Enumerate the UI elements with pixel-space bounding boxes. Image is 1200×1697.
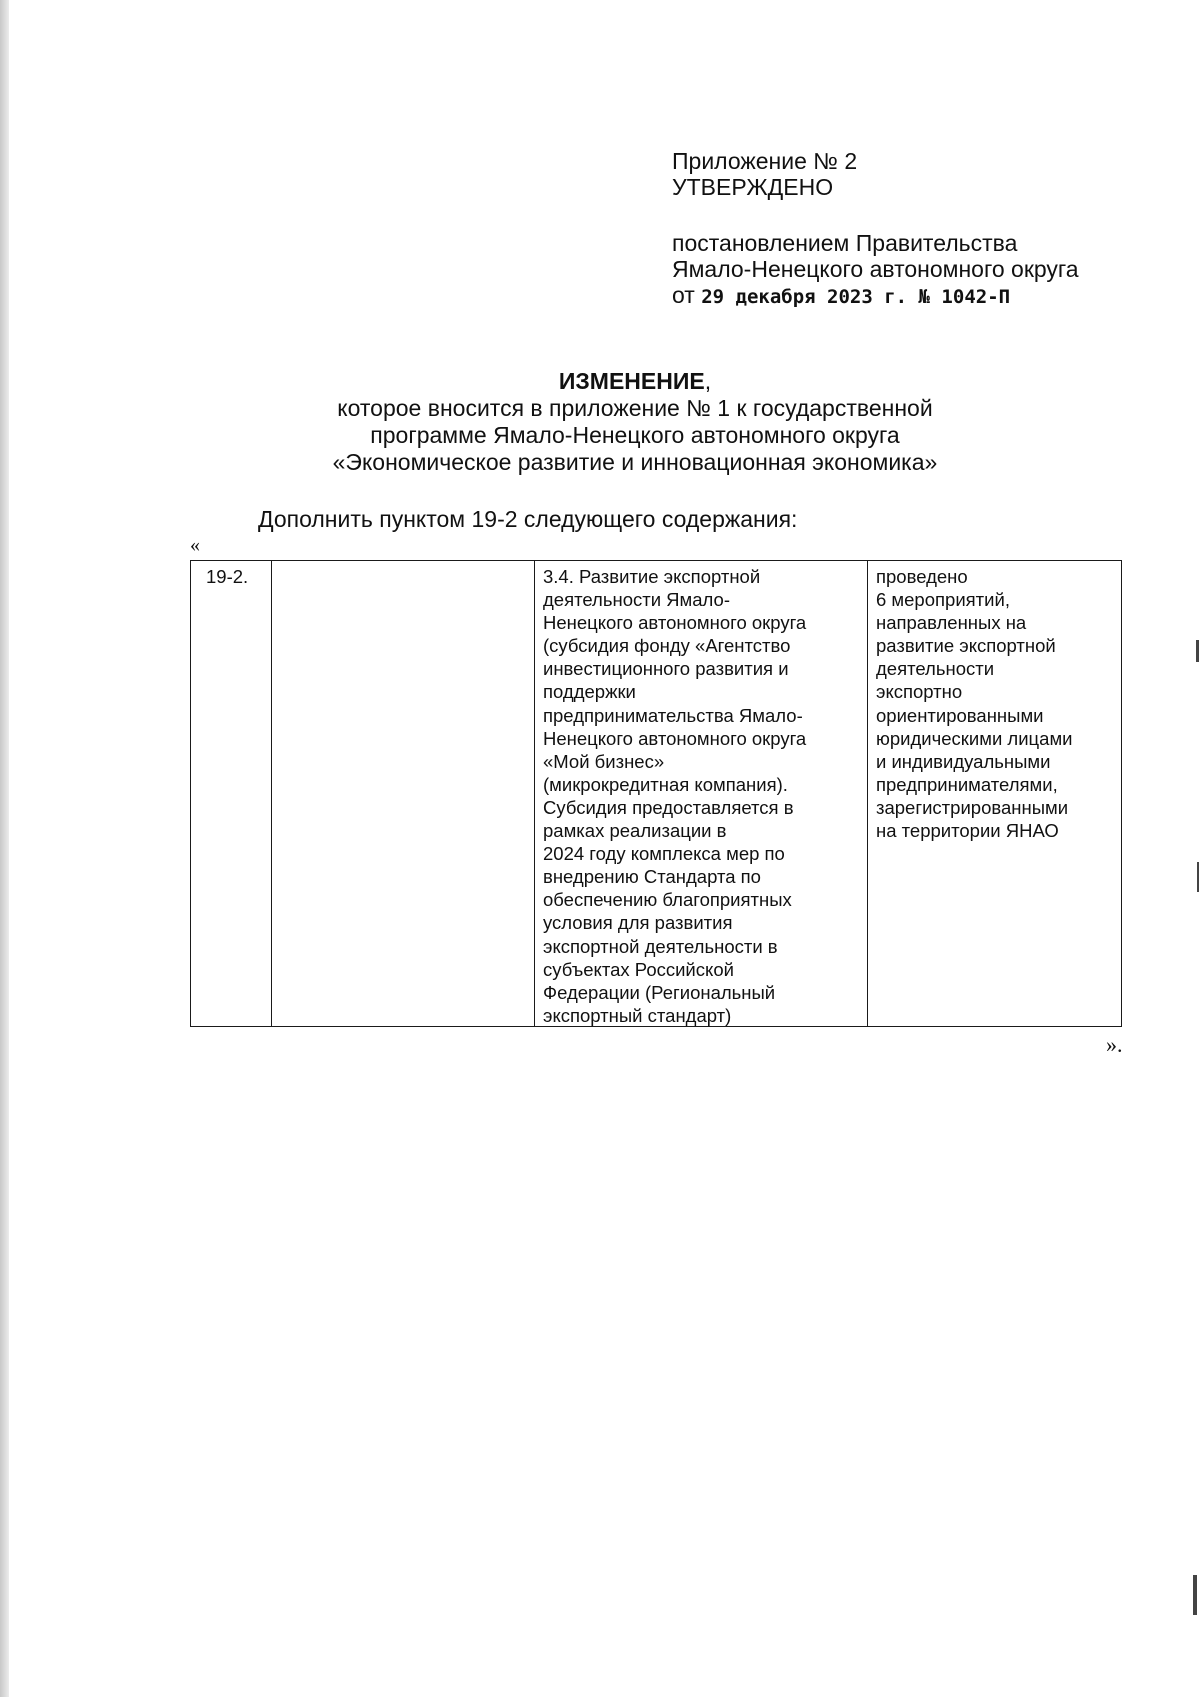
decree-date-number: 29 декабря 2023 г. № 1042-П <box>701 286 1011 308</box>
cell-text-line: предпринимательства Ямало- <box>543 704 803 726</box>
amendment-table <box>190 560 1122 1027</box>
scan-mark <box>1193 1575 1197 1615</box>
cell-text-line: инвестиционного развития и <box>543 658 789 680</box>
cell-text-line: деятельности <box>876 658 995 680</box>
approval-stamp: УТВЕРЖДЕНО <box>672 174 834 200</box>
approval-block <box>672 148 1079 310</box>
scan-mark <box>1197 862 1199 892</box>
scan-edge <box>0 0 9 1697</box>
cell-text-line: экспортной деятельности в <box>543 935 778 957</box>
document-heading <box>250 368 1020 476</box>
decree-date-line <box>672 282 1079 310</box>
cell-text-line: внедрению Стандарта по <box>543 866 761 888</box>
cell-text-line: субъектах Российской <box>543 958 734 980</box>
cell-text-line: юридическими лицами <box>876 727 1073 749</box>
cell-text-line: развитие экспортной <box>876 635 1056 657</box>
cell-text-line: и индивидуальными <box>876 750 1051 772</box>
cell-text-line: поддержки <box>543 681 636 703</box>
cell-text-line: обеспечению благоприятных <box>543 889 792 911</box>
heading-line: которое вносится в приложение № 1 к государственной <box>337 395 933 421</box>
event-lines <box>543 565 867 1027</box>
lead-paragraph: Дополнить пунктом 19-2 следующего содержания: <box>258 506 798 532</box>
heading-title: ИЗМЕНЕНИЕ <box>558 368 705 394</box>
cell-text-line: направленных на <box>876 612 1027 634</box>
closing-quote: ». <box>1106 1032 1123 1057</box>
cell-text-line: рамках реализации в <box>543 820 727 842</box>
cell-text-line: экспортный стандарт) <box>543 1004 732 1026</box>
table-cell-number: 19-2. <box>206 566 249 587</box>
cell-text-line: зарегистрированными <box>876 796 1069 818</box>
cell-text-line: экспортно <box>876 681 963 703</box>
cell-text-line: Субсидия предоставляется в <box>543 796 794 818</box>
cell-text-line: 6 мероприятий, <box>876 589 1010 611</box>
appendix-number: Приложение № 2 <box>672 148 858 174</box>
table-cell-result <box>867 561 1121 1026</box>
cell-text-line: условия для развития <box>543 912 733 934</box>
cell-text-line: деятельности Ямало- <box>543 589 730 611</box>
cell-text-line: на территории ЯНАО <box>876 820 1059 842</box>
heading-line: программе Ямало-Ненецкого автономного округа <box>370 422 900 448</box>
cell-text-line: (микрокредитная компания). <box>543 773 788 795</box>
decree-line: постановлением Правительства <box>672 230 1018 256</box>
cell-text-line: Федерации (Региональный <box>543 981 776 1003</box>
scan-mark <box>1196 640 1199 662</box>
table-cell-empty <box>271 561 534 1026</box>
heading-title-line <box>250 368 1020 395</box>
cell-text-line: 3.4. Развитие экспортной <box>543 566 761 587</box>
date-prefix: от <box>672 282 695 308</box>
cell-text-line: Ненецкого автономного округа <box>543 612 807 634</box>
cell-text-line: Ненецкого автономного округа <box>543 727 807 749</box>
result-lines <box>876 565 1121 842</box>
cell-text-line: 2024 году комплекса мер по <box>543 843 785 865</box>
decree-line: Ямало-Ненецкого автономного округа <box>672 256 1079 282</box>
cell-text-line: (субсидия фонду «Агентство <box>543 635 791 657</box>
cell-text-line: «Мой бизнес» <box>543 750 665 772</box>
heading-line: «Экономическое развитие и инновационная экономика» <box>332 449 938 475</box>
cell-text-line: ориентированными <box>876 704 1044 726</box>
heading-title-comma: , <box>704 368 712 394</box>
opening-quote: « <box>190 534 200 556</box>
table-cell-event <box>534 561 867 1026</box>
cell-text-line: проведено <box>876 566 968 587</box>
cell-text-line: предпринимателями, <box>876 773 1058 795</box>
spacer <box>672 200 1079 230</box>
